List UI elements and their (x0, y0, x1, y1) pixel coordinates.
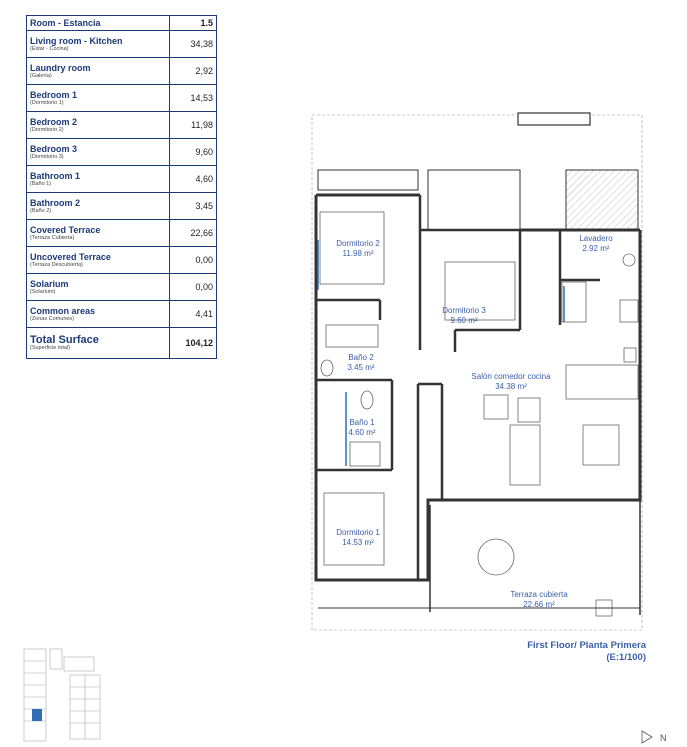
sofa (510, 425, 540, 485)
room-name: Uncovered Terrace (30, 251, 111, 262)
armchair (484, 395, 508, 419)
room-subname: (Baño 1) (30, 180, 52, 187)
room-name: Bathroom 1 (30, 170, 81, 181)
room-subname: (Terraza Cubierta) (30, 234, 75, 241)
floor-title (470, 640, 646, 664)
north-label: N (660, 733, 667, 743)
kitchen-sink (623, 254, 635, 266)
sink-bano2 (326, 325, 378, 347)
area-salon: 34.38 m² (495, 382, 527, 391)
label-dormitorio2: Dormitorio 2 (336, 239, 380, 248)
area-bano2: 3.45 m² (347, 363, 375, 372)
room-area: 0,00 (170, 247, 217, 274)
room-subname: (Solarium) (30, 288, 56, 295)
toilet-bano1 (361, 391, 373, 409)
room-area: 2,92 (170, 58, 217, 85)
room-area: 11,98 (170, 112, 217, 139)
header-unit: 1.5 (170, 16, 217, 31)
area-dormitorio1: 14.53 m² (342, 538, 374, 547)
label-dormitorio3: Dormitorio 3 (442, 306, 486, 315)
floor-scale: (E:1/100) (606, 652, 646, 663)
label-bano1: Baño 1 (349, 418, 375, 427)
room-area: 22,66 (170, 220, 217, 247)
floor-name: First Floor/ Planta Primera (527, 640, 646, 651)
label-lavadero: Lavadero (579, 234, 613, 243)
room-subname: (Baño 2) (30, 207, 52, 214)
room-subname: (Dormitorio 3) (30, 153, 64, 160)
total-label: Total Surface (30, 333, 99, 346)
room-area: 3,45 (170, 193, 217, 220)
room-area: 0,00 (170, 274, 217, 301)
washer-unit (562, 282, 586, 322)
room-name: Common areas (30, 305, 96, 316)
room-name: Laundry room (30, 62, 91, 73)
terrace-table (478, 539, 514, 575)
north-arrow (642, 731, 667, 743)
room-subname: (Dormitorio 1) (30, 99, 64, 106)
upper-block-mid (428, 170, 520, 230)
label-dormitorio1: Dormitorio 1 (336, 528, 380, 537)
room-name: Bedroom 3 (30, 143, 78, 154)
room-name: Living room - Kitchen (30, 35, 123, 46)
room-subname: (Zonas Comunes) (30, 315, 75, 322)
room-subname: (Galería) (30, 72, 52, 79)
total-value: 104,12 (170, 328, 217, 359)
room-subname: (Estar - Cocina) (30, 45, 69, 52)
side-table (518, 398, 540, 422)
room-name: Bathroom 2 (30, 197, 81, 208)
room-subname: (Terraza Descubierta) (30, 261, 83, 268)
area-dormitorio2: 11.98 m² (342, 249, 374, 258)
room-name: Bedroom 1 (30, 89, 78, 100)
room-labels (336, 234, 613, 609)
outer-walls (316, 195, 640, 615)
area-terraza: 22.66 m² (523, 600, 555, 609)
room-subname: (Dormitorio 2) (30, 126, 64, 133)
toilet-bano2 (321, 360, 333, 376)
key-plan (22, 647, 104, 743)
oven (624, 348, 636, 362)
north-arrow-icon (642, 731, 652, 743)
total-sublabel: (Superficie total) (30, 344, 71, 351)
room-name: Bedroom 2 (30, 116, 78, 127)
area-bano1: 4.60 m² (348, 428, 376, 437)
kitchen-island (566, 365, 638, 399)
cooktop (620, 300, 638, 322)
room-area: 4,60 (170, 166, 217, 193)
bed-dormitorio2 (320, 212, 384, 284)
room-name: Covered Terrace (30, 224, 101, 235)
room-area: 9,60 (170, 139, 217, 166)
room-area: 14,53 (170, 85, 217, 112)
room-area: 4,41 (170, 301, 217, 328)
window-top (518, 113, 590, 125)
hatched-shaft (566, 170, 638, 230)
header-label: Room - Estancia (27, 16, 170, 31)
upper-block-left (318, 170, 418, 190)
furniture (320, 212, 638, 616)
label-salon: Salón comedor cocina (471, 372, 551, 381)
unit-highlight (32, 709, 42, 721)
shower-bano1 (350, 442, 380, 466)
area-dormitorio3: 9.60 m² (450, 316, 478, 325)
dining-table (583, 425, 619, 465)
label-bano2: Baño 2 (348, 353, 374, 362)
room-area: 34,38 (170, 31, 217, 58)
room-name: Solarium (30, 278, 69, 289)
area-lavadero: 2.92 m² (582, 244, 610, 253)
label-terraza: Terraza cubierta (510, 590, 568, 599)
